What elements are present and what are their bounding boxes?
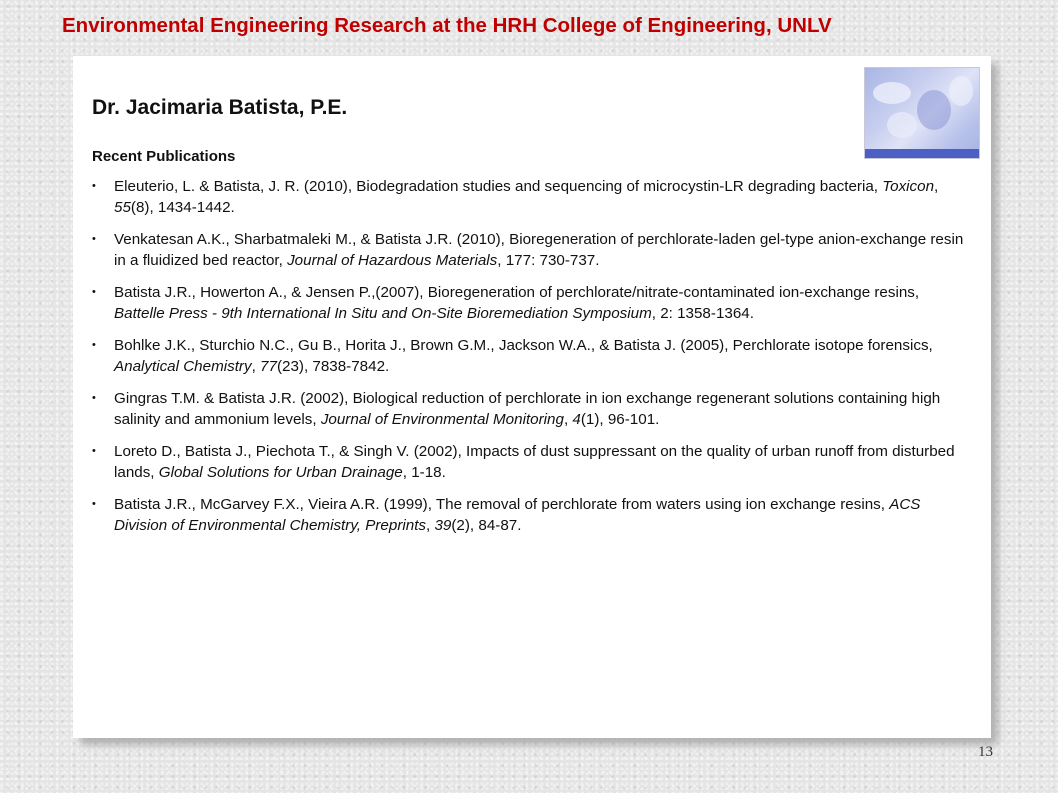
pub-volume: 2 <box>660 305 669 322</box>
pub-journal: Analytical Chemistry <box>114 358 252 375</box>
pub-authors-title: Batista J.R., Howerton A., & Jensen P.,(2007), Bioregeneration of perchlorate/nitrate-contaminated ion-exchange resins, <box>114 284 920 301</box>
bullet-icon: • <box>92 180 96 192</box>
microscopy-image-icon <box>864 67 980 159</box>
image-blob <box>917 90 951 130</box>
pub-authors-title: Bohlke J.K., Sturchio N.C., Gu B., Horita J., Brown G.M., Jackson W.A., & Batista J. (2005), Perchlorate isotope forensics, <box>114 337 933 354</box>
pub-separator: , <box>651 305 661 322</box>
publication-list <box>92 176 972 547</box>
pub-authors-title: Loreto D., Batista J., Piechota T., & Singh V. (2002), Impacts of dust suppressant on the quality of urban runoff from disturbed lands, <box>114 443 955 481</box>
pub-journal: Journal of Environmental Monitoring <box>320 411 564 428</box>
pub-volume: 4 <box>572 411 581 428</box>
publication-item <box>92 229 972 271</box>
pub-authors-title: Batista J.R., McGarvey F.X., Vieira A.R. (1999), The removal of perchlorate from waters using ion exchange resins, <box>114 496 890 513</box>
bullet-icon: • <box>92 392 96 404</box>
pub-separator: , <box>402 464 412 481</box>
pub-volume: 177 <box>505 252 532 269</box>
bullet-icon: • <box>92 339 96 351</box>
publication-item <box>92 176 972 218</box>
bullet-icon: • <box>92 445 96 457</box>
publication-item <box>92 441 972 483</box>
slide-title: Environmental Engineering Research at the HRH College of Engineering, UNLV <box>62 14 832 37</box>
pub-journal: ACS Division of Environmental Chemistry, Preprints <box>114 496 921 534</box>
page-number: 13 <box>978 744 993 760</box>
publication-item <box>92 282 972 324</box>
bullet-icon: • <box>92 498 96 510</box>
pub-authors-title: Eleuterio, L. & Batista, J. R. (2010), Biodegradation studies and sequencing of microcystin-LR degrading bacteria, <box>114 178 883 195</box>
pub-volume: 77 <box>260 358 277 375</box>
pub-journal: Battelle Press - 9th International In Situ and On-Site Bioremediation Symposium <box>114 305 652 322</box>
pub-separator: , <box>563 411 573 428</box>
pub-journal: Toxicon <box>882 178 935 195</box>
pub-authors-title: Gingras T.M. & Batista J.R. (2002), Biological reduction of perchlorate in ion exchange regenerant solutions containing high salinity and ammonium levels, <box>114 390 941 428</box>
bullet-icon: • <box>92 233 96 245</box>
section-heading: Recent Publications <box>92 148 236 165</box>
pub-details: (8), 1434-1442. <box>130 199 235 216</box>
pub-details: : 730-737. <box>531 252 600 269</box>
pub-details: (1), 96-101. <box>580 411 660 428</box>
pub-details: (2), 84-87. <box>451 517 522 534</box>
bullet-icon: • <box>92 286 96 298</box>
pub-volume: 55 <box>114 199 131 216</box>
pub-authors-title: Venkatesan A.K., Sharbatmaleki M., & Batista J.R. (2010), Bioregeneration of perchlorate-laden gel-type anion-exchange resin in a fluidized bed reactor, <box>114 231 964 269</box>
image-blob <box>873 82 911 104</box>
pub-details: 1-18. <box>411 464 446 481</box>
pub-details: : 1358-1364. <box>668 305 754 322</box>
image-scale-bar <box>865 149 979 158</box>
image-blob <box>887 112 917 138</box>
pub-separator: , <box>934 178 939 195</box>
publication-item <box>92 388 972 430</box>
pub-separator: , <box>497 252 506 269</box>
publication-item <box>92 335 972 377</box>
publication-item <box>92 494 972 536</box>
pub-details: (23), 7838-7842. <box>276 358 390 375</box>
pub-journal: Global Solutions for Urban Drainage <box>158 464 403 481</box>
pub-journal: Journal of Hazardous Materials <box>287 252 498 269</box>
pub-separator: , <box>251 358 261 375</box>
pub-separator: , <box>426 517 435 534</box>
author-name: Dr. Jacimaria Batista, P.E. <box>92 96 348 119</box>
pub-volume: 39 <box>434 517 452 534</box>
image-blob <box>949 76 973 106</box>
